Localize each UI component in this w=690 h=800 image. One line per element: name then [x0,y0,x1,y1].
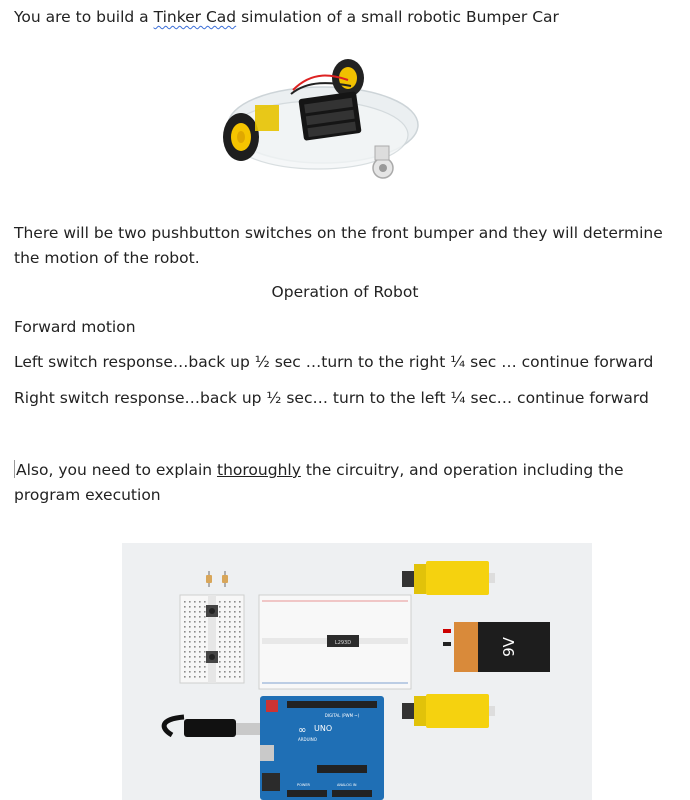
breadboard-hole [199,611,201,613]
breadboard-hole [229,611,231,613]
breadboard-hole [224,676,226,678]
breadboard-hole [224,636,226,638]
breadboard-hole [184,676,186,678]
breadboard-hole [234,626,236,628]
breadboard-hole [184,601,186,603]
breadboard-hole [184,616,186,618]
breadboard-hole [239,626,241,628]
breadboard-hole [199,606,201,608]
breadboard-hole [204,676,206,678]
motor-bottom [402,694,495,728]
breadboard-hole [204,606,206,608]
breadboard-hole [239,651,241,653]
breadboard-hole [229,661,231,663]
breadboard-hole [194,651,196,653]
breadboard-hole [199,601,201,603]
breadboard-hole [234,646,236,648]
breadboard-hole [199,616,201,618]
breadboard-hole [184,621,186,623]
breadboard-hole [219,671,221,673]
breadboard-hole [204,601,206,603]
switches-paragraph: There will be two pushbutton switches on the front bumper and they will determine the motion of the robot. [14,224,663,267]
battery-label: 9V [500,637,518,657]
breadboard-hole [204,626,206,628]
breadboard-hole [239,606,241,608]
breadboard-hole [229,631,231,633]
pushbutton-right[interactable] [206,651,218,663]
breadboard-hole [204,651,206,653]
forward-motion-text: Forward motion [14,318,136,336]
breadboard-hole [184,636,186,638]
board-brand: ARDUINO [298,737,317,742]
breadboard-hole [234,636,236,638]
breadboard-hole [189,616,191,618]
breadboard-hole [219,601,221,603]
breadboard-hole [189,636,191,638]
breadboard-hole [199,666,201,668]
breadboard-hole [204,631,206,633]
breadboard-hole [194,666,196,668]
breadboard-hole [199,641,201,643]
breadboard-hole [194,621,196,623]
breadboard-hole [234,601,236,603]
breadboard-hole [239,671,241,673]
chip-label: L293D [334,640,352,646]
breadboard-hole [194,601,196,603]
breadboard-hole [184,606,186,608]
breadboard-hole [224,606,226,608]
breadboard-hole [229,651,231,653]
breadboard-hole [229,646,231,648]
breadboard-hole [234,656,236,658]
breadboard-hole [219,626,221,628]
breadboard-hole [239,616,241,618]
breadboard-hole [234,661,236,663]
digital-label: DIGITAL (PWM ~) [324,713,360,718]
breadboard-hole [219,666,221,668]
breadboard-hole [194,611,196,613]
breadboard-hole [224,626,226,628]
breadboard-hole [204,621,206,623]
misspelled-word[interactable]: Tinker Cad [153,8,237,26]
board-name: UNO [314,724,333,733]
breadboard-hole [229,601,231,603]
breadboard-hole [224,631,226,633]
battery-9v [443,622,550,672]
breadboard-hole [239,631,241,633]
breadboard-hole [194,626,196,628]
breadboard-hole [199,646,201,648]
breadboard-hole [224,621,226,623]
breadboard-hole [219,616,221,618]
breadboard-hole [239,646,241,648]
breadboard-hole [199,636,201,638]
breadboard-hole [199,676,201,678]
breadboard-hole [224,661,226,663]
section-heading: Operation of Robot [271,283,419,301]
breadboard-hole [189,601,191,603]
breadboard-hole [239,611,241,613]
breadboard-hole [219,636,221,638]
breadboard-hole [204,656,206,658]
breadboard-hole [229,636,231,638]
breadboard-hole [194,646,196,648]
breadboard-hole [204,641,206,643]
breadboard-hole [194,636,196,638]
breadboard-hole [199,661,201,663]
breadboard-hole [229,616,231,618]
breadboard-hole [219,606,221,608]
breadboard-hole [184,651,186,653]
breadboard-hole [239,601,241,603]
breadboard-hole [189,671,191,673]
breadboard-hole [184,646,186,648]
breadboard-hole [199,656,201,658]
breadboard-hole [204,666,206,668]
breadboard-hole [224,641,226,643]
breadboard-hole [234,616,236,618]
left-switch-text: Left switch response…back up ½ sec …turn to the right ¼ sec … continue forward [14,353,654,371]
breadboard-hole [189,606,191,608]
breadboard-hole [224,651,226,653]
breadboard-hole [204,646,206,648]
breadboard-hole [184,666,186,668]
breadboard-hole [194,631,196,633]
wheel-front [223,113,259,161]
wheel-back [332,59,364,97]
breadboard-hole [189,656,191,658]
breadboard-hole [184,671,186,673]
breadboard-hole [219,646,221,648]
breadboard-hole [234,631,236,633]
breadboard-hole [204,671,206,673]
breadboard-hole [199,631,201,633]
breadboard-hole [194,661,196,663]
breadboard-hole [184,626,186,628]
breadboard-hole [219,611,221,613]
breadboard-hole [204,636,206,638]
breadboard-hole [204,661,206,663]
right-switch-text: Right switch response…back up ½ sec… turn to the left ¼ sec… continue forward [14,389,649,407]
breadboard-hole [194,656,196,658]
breadboard-hole [234,606,236,608]
breadboard-hole [219,641,221,643]
breadboard-hole [224,656,226,658]
breadboard-hole [204,616,206,618]
breadboard-hole [189,666,191,668]
breadboard-hole [219,656,221,658]
motor-driver-chip [327,635,359,647]
breadboard-hole [184,661,186,663]
breadboard-hole [239,656,241,658]
breadboard-hole [224,666,226,668]
breadboard-hole [199,671,201,673]
breadboard-hole [239,666,241,668]
breadboard-hole [219,676,221,678]
breadboard-hole [224,616,226,618]
breadboard-hole [194,616,196,618]
breadboard-hole [229,606,231,608]
breadboard-hole [189,626,191,628]
breadboard-hole [204,611,206,613]
breadboard-hole [189,651,191,653]
breadboard-hole [184,656,186,658]
also-paragraph: Also, you need to explain thoroughly the circuitry, and operation including the program execution [14,461,624,504]
breadboard-hole [229,621,231,623]
breadboard-hole [234,651,236,653]
breadboard-hole [219,661,221,663]
breadboard-hole [224,671,226,673]
analog-label: ANALOG IN [337,783,357,787]
breadboard-hole [189,661,191,663]
breadboard-hole [189,641,191,643]
board-infinity-logo: ∞ [298,725,307,736]
tinkercad-circuit [122,543,592,800]
breadboard-hole [229,656,231,658]
breadboard-hole [199,626,201,628]
breadboard-hole [229,626,231,628]
breadboard-hole [239,621,241,623]
breadboard-hole [229,666,231,668]
breadboard-hole [224,601,226,603]
breadboard-hole [219,631,221,633]
text-cursor [14,460,15,478]
breadboard-hole [194,676,196,678]
breadboard-hole [189,631,191,633]
breadboard-hole [184,631,186,633]
breadboard-hole [194,671,196,673]
robot-car-photo [213,50,423,185]
motor-top [402,561,495,595]
breadboard-hole [234,671,236,673]
breadboard-hole [184,641,186,643]
underlined-word: thoroughly [217,461,301,479]
breadboard-hole [194,606,196,608]
breadboard-hole [189,676,191,678]
breadboard-hole [234,621,236,623]
breadboard-hole [239,636,241,638]
breadboard-hole [229,676,231,678]
power-label: POWER [297,783,310,787]
pushbutton-left[interactable] [206,605,218,617]
breadboard-hole [234,641,236,643]
breadboard-hole [219,621,221,623]
arduino-uno [260,696,384,800]
breadboard-hole [189,611,191,613]
intro-text: You are to build a Tinker Cad simulation of a small robotic Bumper Car [14,8,559,26]
breadboard-hole [229,671,231,673]
breadboard-hole [239,661,241,663]
breadboard-hole [234,676,236,678]
breadboard-hole [229,641,231,643]
breadboard-hole [224,611,226,613]
battery-holder [298,91,361,141]
breadboard-hole [189,621,191,623]
breadboard-hole [224,646,226,648]
breadboard-hole [199,621,201,623]
breadboard-hole [239,641,241,643]
breadboard-hole [234,666,236,668]
breadboard-hole [234,611,236,613]
breadboard-hole [219,651,221,653]
breadboard-hole [239,676,241,678]
breadboard-hole [189,646,191,648]
breadboard-hole [194,641,196,643]
breadboard-hole [184,611,186,613]
breadboard-hole [199,651,201,653]
